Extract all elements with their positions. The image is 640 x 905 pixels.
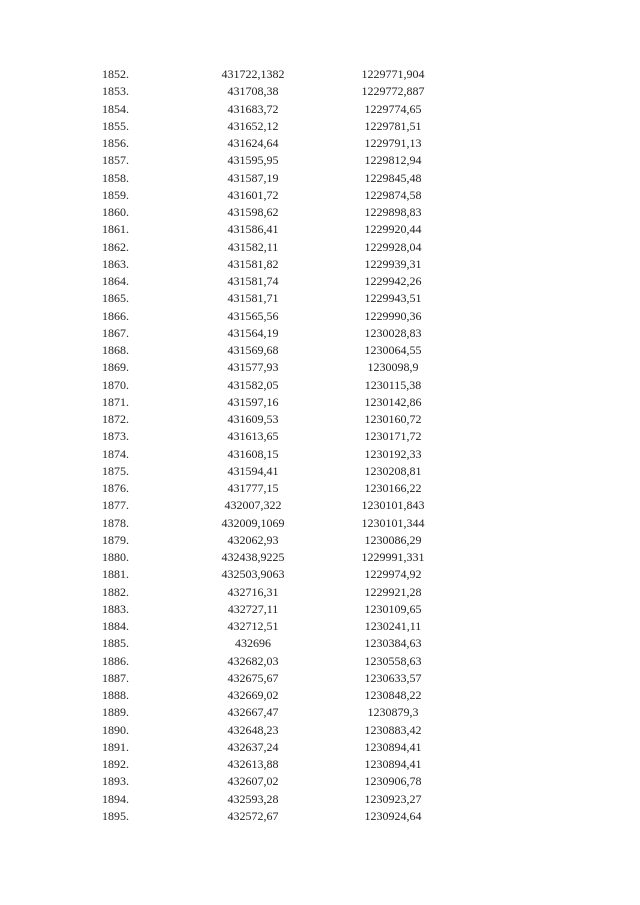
row-number-cell: 1856. [102,136,129,150]
value-b-cell: 1229791,13 [364,136,422,150]
value-b-cell: 1229942,26 [364,274,422,288]
row-number-cell: 1888. [102,688,129,702]
table-row [0,791,640,808]
value-a-cell: 431722,1382 [221,67,285,81]
value-b-cell: 1230241,11 [364,619,422,633]
table-row [0,152,640,169]
value-b-cell: 1230848,22 [364,688,422,702]
value-b-cell: 1230906,78 [364,774,422,789]
value-b-cell: 1230633,57 [364,670,422,685]
value-b-cell: 1230028,83 [364,325,422,340]
value-b-cell: 1230879,3 [367,705,419,720]
value-b-cell: 1230894,41 [364,757,422,771]
row-number-cell: 1868. [102,343,129,357]
value-a-cell: 431613,65 [227,429,279,444]
table-row [0,515,640,532]
table-row [0,756,640,773]
row-number-cell: 1862. [102,239,129,254]
value-a-cell: 431581,71 [227,291,279,306]
value-a-cell: 432613,88 [227,757,279,771]
value-a-cell: 431624,64 [227,136,279,150]
value-a-cell: 431581,74 [227,274,279,288]
value-a-cell: 431564,19 [227,325,279,340]
table-row [0,394,640,411]
value-b-cell: 1229781,51 [364,118,422,133]
value-b-cell: 1230208,81 [364,463,422,478]
value-b-cell: 1230558,63 [364,653,422,668]
row-number-cell: 1882. [102,584,129,599]
table-row [0,204,640,221]
value-a-cell: 431565,56 [227,308,279,323]
row-number-cell: 1854. [102,101,129,116]
value-b-cell: 1230086,29 [364,532,422,547]
value-a-cell: 431577,93 [227,360,279,375]
row-number-cell: 1858. [102,170,129,185]
value-b-cell: 1230883,42 [364,722,422,737]
row-number-cell: 1861. [102,222,129,237]
value-b-cell: 1229990,36 [364,308,422,323]
row-number-cell: 1886. [102,653,129,668]
table-row [0,187,640,204]
row-number-cell: 1872. [102,412,129,426]
value-a-cell: 432669,02 [227,688,279,702]
value-a-cell: 431595,95 [227,153,279,168]
table-row [0,135,640,152]
table-row [0,308,640,325]
table-row [0,497,640,514]
value-a-cell: 431582,05 [227,377,279,392]
value-b-cell: 1229991,331 [361,550,425,564]
table-row [0,618,640,635]
row-number-cell: 1881. [102,567,129,582]
value-a-cell: 432696 [235,636,271,651]
value-b-cell: 1230171,72 [364,429,422,444]
table-row [0,118,640,135]
value-a-cell: 432607,02 [227,774,279,789]
value-a-cell: 431582,11 [227,239,279,254]
value-b-cell: 1229845,48 [364,170,422,185]
row-number-cell: 1867. [102,325,129,340]
row-number-cell: 1859. [102,187,129,202]
value-b-cell: 1229939,31 [364,256,422,271]
value-b-cell: 1230923,27 [364,791,422,806]
value-a-cell: 431683,72 [227,101,279,116]
row-number-cell: 1857. [102,153,129,168]
table-row [0,808,640,825]
row-number-cell: 1883. [102,601,129,616]
value-b-cell: 1230192,33 [364,446,422,461]
row-number-cell: 1877. [102,498,129,513]
table-row [0,601,640,618]
value-a-cell: 432438,9225 [221,550,285,564]
value-b-cell: 1230098,9 [367,360,419,375]
value-a-cell: 431581,82 [227,256,279,271]
table-row [0,653,640,670]
value-a-cell: 431777,15 [227,481,279,495]
value-a-cell: 431594,41 [227,463,279,478]
row-number-cell: 1852. [102,67,129,81]
value-a-cell: 432727,11 [227,601,279,616]
table-row [0,239,640,256]
row-number-cell: 1890. [102,722,129,737]
row-number-cell: 1879. [102,532,129,547]
value-b-cell: 1230115,38 [364,377,422,392]
value-a-cell: 432637,24 [227,739,279,754]
value-a-cell: 431587,19 [227,170,279,185]
value-a-cell: 432648,23 [227,722,279,737]
table-row [0,273,640,290]
value-b-cell: 1229771,904 [361,67,425,81]
value-b-cell: 1230894,41 [364,739,422,754]
row-number-cell: 1865. [102,291,129,306]
value-b-cell: 1229772,887 [361,84,425,99]
table-row [0,342,640,359]
row-number-cell: 1869. [102,360,129,375]
value-a-cell: 431586,41 [227,222,279,237]
table-row [0,446,640,463]
row-number-cell: 1875. [102,463,129,478]
value-a-cell: 432667,47 [227,705,279,720]
table-row [0,101,640,118]
value-b-cell: 1229921,28 [364,584,422,599]
value-b-cell: 1230166,22 [364,481,422,495]
value-a-cell: 432503,9063 [221,567,285,582]
row-number-cell: 1874. [102,446,129,461]
value-b-cell: 1230142,86 [364,394,422,409]
value-b-cell: 1229928,04 [364,239,422,254]
table-row [0,480,640,497]
coordinate-table [0,66,640,825]
value-b-cell: 1229812,94 [364,153,422,168]
row-number-cell: 1870. [102,377,129,392]
table-row [0,411,640,428]
table-row [0,463,640,480]
table-row [0,256,640,273]
table-row [0,66,640,83]
table-row [0,325,640,342]
row-number-cell: 1887. [102,670,129,685]
table-row [0,773,640,790]
row-number-cell: 1895. [102,808,129,823]
table-row [0,359,640,376]
value-b-cell: 1229920,44 [364,222,422,237]
table-row [0,377,640,394]
row-number-cell: 1885. [102,636,129,651]
table-row [0,687,640,704]
row-number-cell: 1860. [102,205,129,219]
row-number-cell: 1864. [102,274,129,288]
row-number-cell: 1893. [102,774,129,789]
table-row [0,722,640,739]
row-number-cell: 1863. [102,256,129,271]
row-number-cell: 1853. [102,84,129,99]
row-number-cell: 1876. [102,481,129,495]
value-a-cell: 431652,12 [227,118,279,133]
table-row [0,635,640,652]
value-a-cell: 431609,53 [227,412,279,426]
table-row [0,83,640,100]
row-number-cell: 1878. [102,515,129,530]
row-number-cell: 1855. [102,118,129,133]
row-number-cell: 1891. [102,739,129,754]
value-a-cell: 431601,72 [227,187,279,202]
row-number-cell: 1884. [102,619,129,633]
value-b-cell: 1229943,51 [364,291,422,306]
table-row [0,428,640,445]
row-number-cell: 1866. [102,308,129,323]
value-a-cell: 432682,03 [227,653,279,668]
value-a-cell: 432007,322 [224,498,282,513]
table-row [0,739,640,756]
value-a-cell: 431708,38 [227,84,279,99]
table-row [0,670,640,687]
value-b-cell: 1230064,55 [364,343,422,357]
table-row [0,532,640,549]
table-row [0,584,640,601]
value-b-cell: 1229974,92 [364,567,422,582]
value-b-cell: 1230109,65 [364,601,422,616]
value-b-cell: 1230384,63 [364,636,422,651]
value-b-cell: 1229898,83 [364,205,422,219]
table-row [0,549,640,566]
value-a-cell: 432712,51 [227,619,279,633]
value-b-cell: 1230101,344 [361,515,425,530]
value-a-cell: 431569,68 [227,343,279,357]
value-a-cell: 431597,16 [227,394,279,409]
value-a-cell: 432572,67 [227,808,279,823]
value-b-cell: 1230160,72 [364,412,422,426]
value-b-cell: 1230101,843 [361,498,425,513]
value-b-cell: 1229774,65 [364,101,422,116]
table-row [0,170,640,187]
row-number-cell: 1880. [102,550,129,564]
value-b-cell: 1229874,58 [364,187,422,202]
value-a-cell: 432675,67 [227,670,279,685]
table-row [0,221,640,238]
row-number-cell: 1892. [102,757,129,771]
value-a-cell: 432009,1069 [221,515,285,530]
table-row [0,704,640,721]
row-number-cell: 1873. [102,429,129,444]
row-number-cell: 1871. [102,394,129,409]
row-number-cell: 1894. [102,791,129,806]
value-b-cell: 1230924,64 [364,808,422,823]
row-number-cell: 1889. [102,705,129,720]
value-a-cell: 432062,93 [227,532,279,547]
table-row [0,290,640,307]
value-a-cell: 432716,31 [227,584,279,599]
value-a-cell: 432593,28 [227,791,279,806]
table-row [0,566,640,583]
value-a-cell: 431608,15 [227,446,279,461]
value-a-cell: 431598,62 [227,205,279,219]
